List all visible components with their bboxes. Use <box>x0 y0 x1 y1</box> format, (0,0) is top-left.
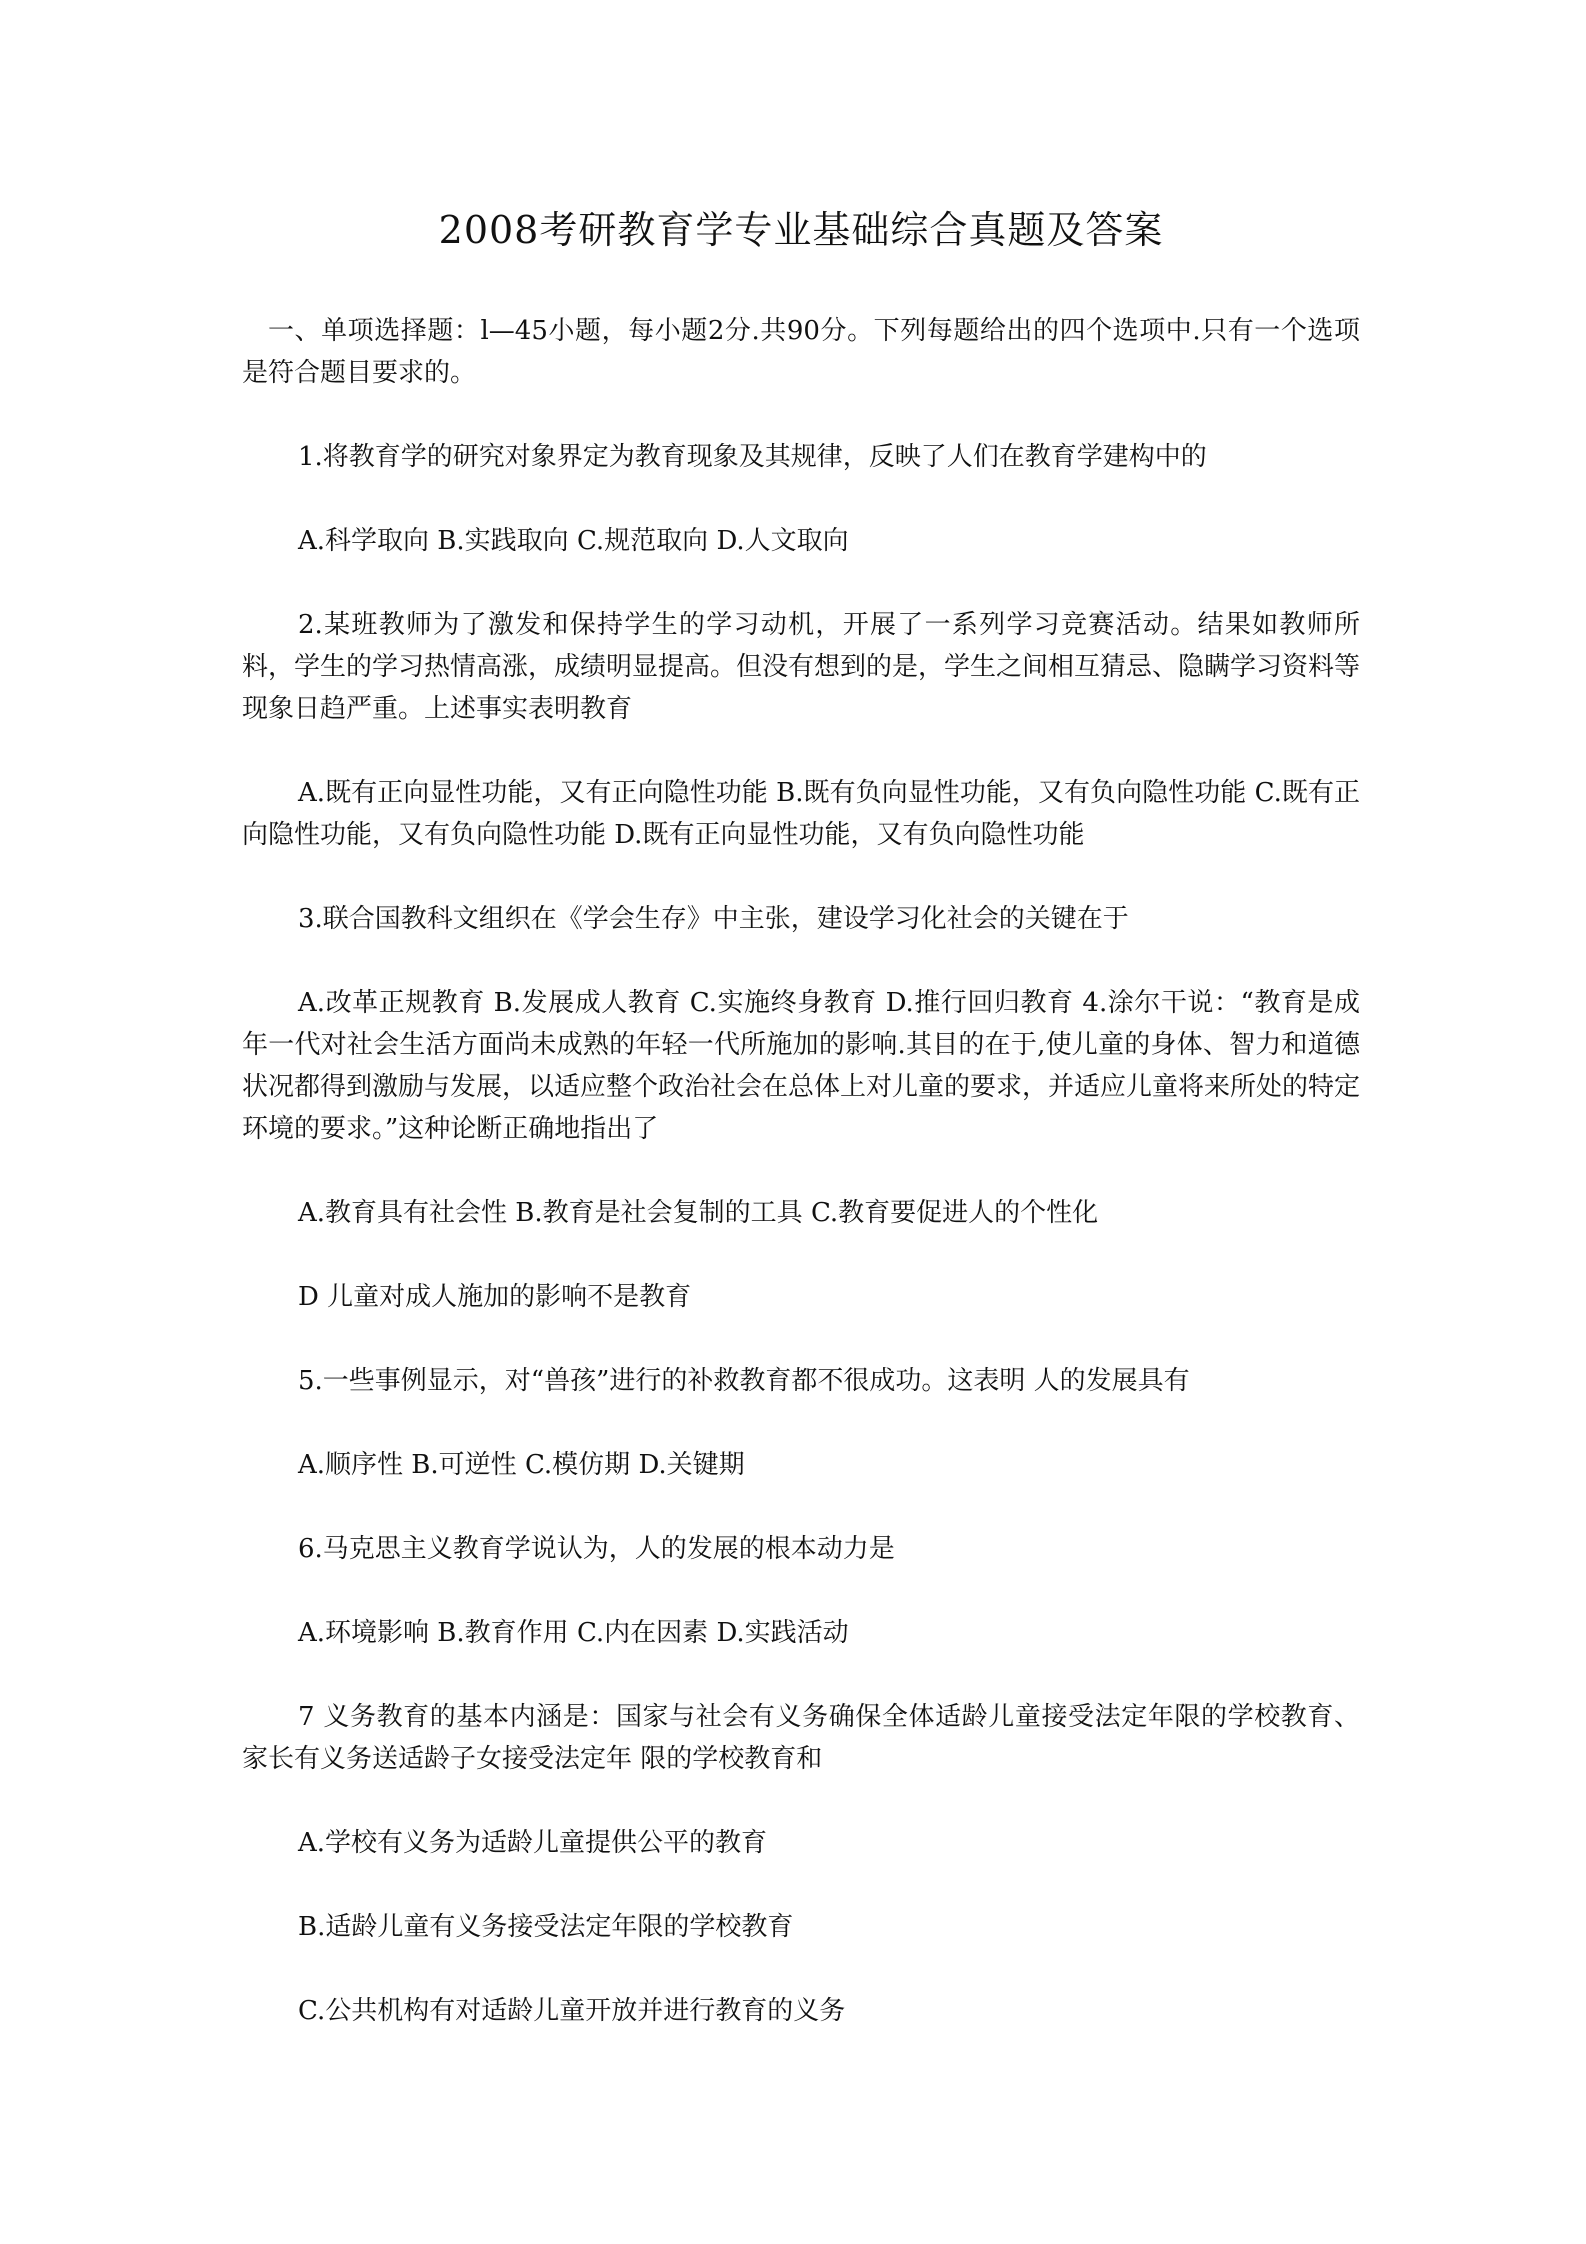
question-1-options: A.科学取向 B.实践取向 C.规范取向 D.人文取向 <box>298 526 849 556</box>
question-3-options-and-question-4: A.改革正规教育 B.发展成人教育 C.实施终身教育 D.推行回归教育 4.涂尔干说：“教育是成年一代对社会生活方面尚未成熟的年轻一代所施加的影响.其目的在于,使儿童的身体、智力和道德状况都得到激励与发展，以适应整个政治社会在总体上对儿童的要求，并适应儿童将来所处的特定环境的要求。”这种论断正确地指出了 <box>242 988 1361 1144</box>
question-7-option-a: A.学校有义务为适龄儿童提供公平的教育 <box>298 1828 768 1858</box>
question-3: 3.联合国教科文组织在《学会生存》中主张，建设学习化社会的关键在于 <box>298 904 1129 934</box>
question-2: 2.某班教师为了激发和保持学生的学习动机，开展了一系列学习竞赛活动。结果如教师所料，学生的学习热情高涨，成绩明显提高。但没有想到的是，学生之间相互猜忌、隐瞒学习资料等现象日趋严重。上述事实表明教育 <box>242 610 1361 724</box>
question-7-option-c: C.公共机构有对适龄儿童开放并进行教育的义务 <box>298 1996 846 2026</box>
question-5-options: A.顺序性 B.可逆性 C.模仿期 D.关键期 <box>298 1450 745 1480</box>
question-2-options: A.既有正向显性功能，又有正向隐性功能 B.既有负向显性功能，又有负向隐性功能 C.既有正向隐性功能，又有负向隐性功能 D.既有正向显性功能，又有负向隐性功能 <box>242 778 1360 850</box>
question-5: 5.一些事例显示，对“兽孩”进行的补救教育都不很成功。这表明 人的发展具有 <box>298 1366 1190 1396</box>
question-6-options: A.环境影响 B.教育作用 C.内在因素 D.实践活动 <box>298 1618 849 1648</box>
question-7: 7 义务教育的基本内涵是：国家与社会有义务确保全体适龄儿童接受法定年限的学校教育、家长有义务送适龄子女接受法定年 限的学校教育和 <box>242 1702 1360 1774</box>
document-page <box>242 200 1360 2074</box>
question-7-option-b: B.适龄儿童有义务接受法定年限的学校教育 <box>298 1912 794 1942</box>
question-4-option-d: D 儿童对成人施加的影响不是教育 <box>298 1282 692 1312</box>
question-1: 1.将教育学的研究对象界定为教育现象及其规律，反映了人们在教育学建构中的 <box>298 442 1207 472</box>
question-6: 6.马克思主义教育学说认为，人的发展的根本动力是 <box>298 1534 895 1564</box>
section-heading: 一、单项选择题：l—45小题，每小题2分.共90分。下列每题给出的四个选项中.只有一个选项是符合题目要求的。 <box>242 316 1360 388</box>
question-4-options-abc: A.教育具有社会性 B.教育是社会复制的工具 C.教育要促进人的个性化 <box>298 1198 1099 1228</box>
document-title: 2008考研教育学专业基础综合真题及答案 <box>438 208 1164 252</box>
